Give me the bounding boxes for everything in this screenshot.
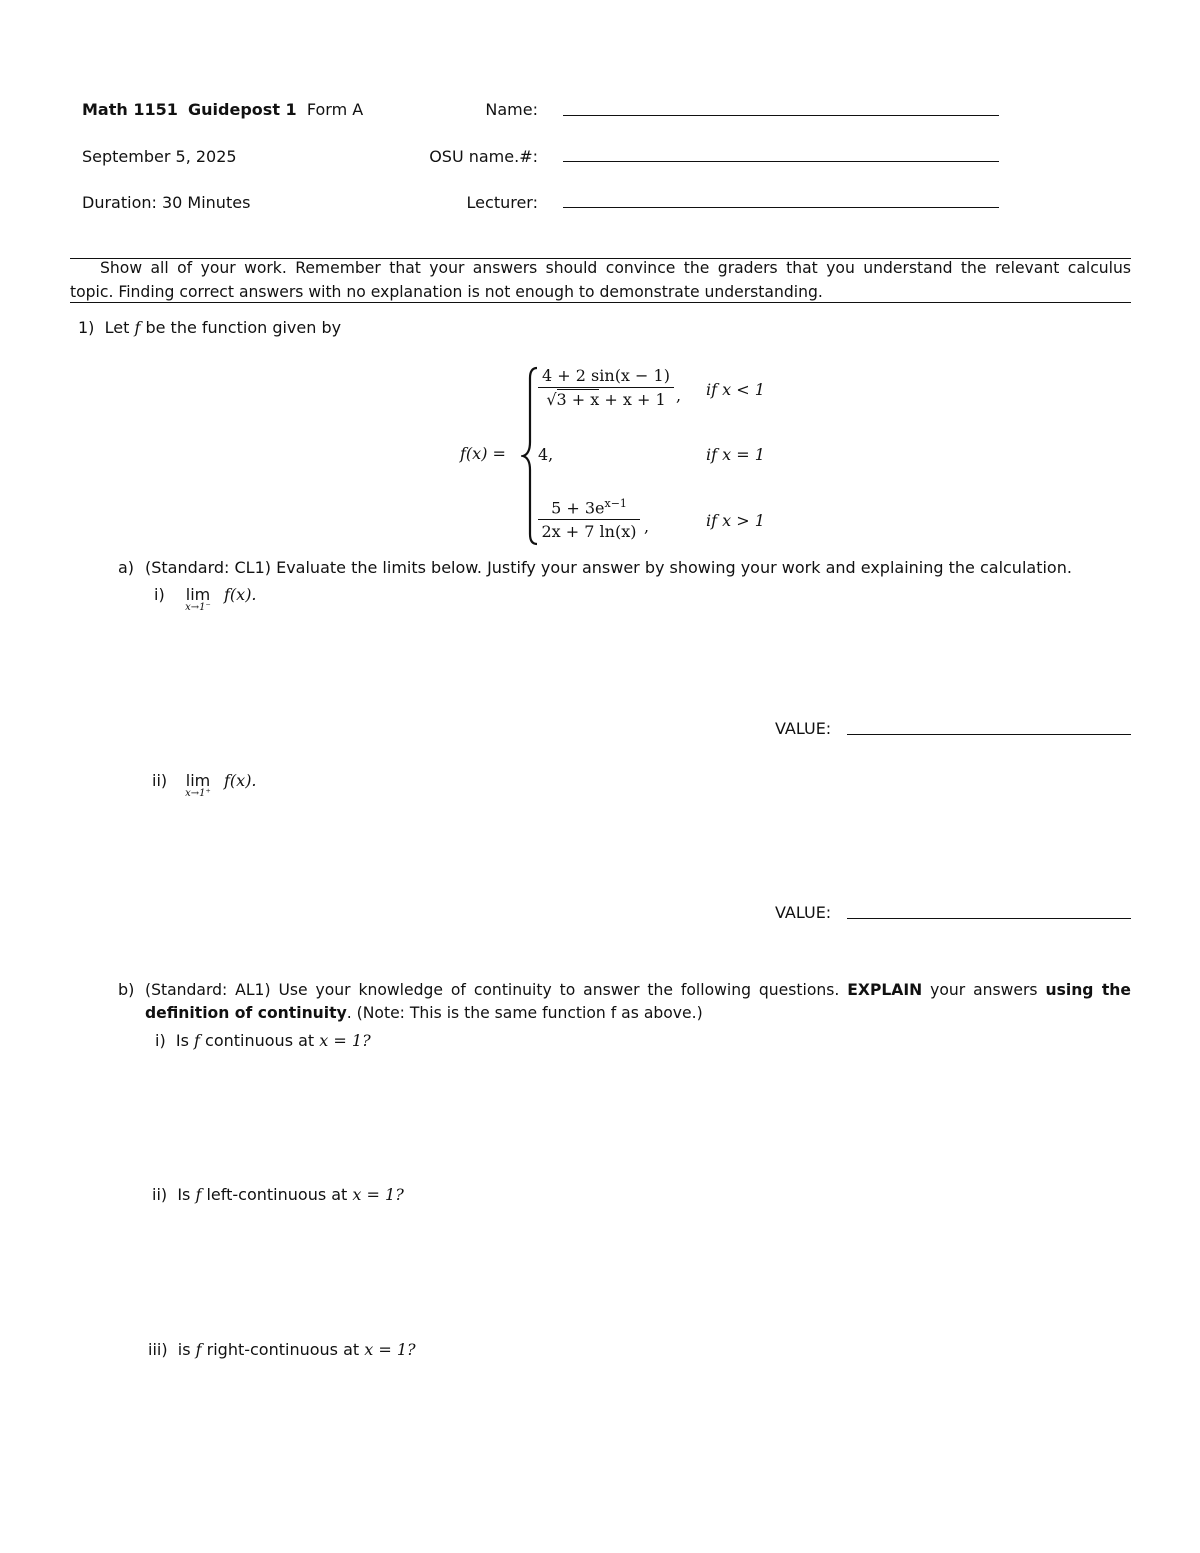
definition-of-continuity: definition of continuity [145,1004,347,1022]
denominator-rest: + x + 1 [604,390,666,409]
numerator-exponent: x−1 [604,497,627,510]
numerator-base: 5 + 3e [551,498,605,518]
value-answer-field-i[interactable] [847,734,1131,735]
exam-duration: Duration: 30 Minutes [82,193,251,212]
lim-subscript: x→1⁻ [185,602,211,613]
case-3-denominator: 2x + 7 ln(x) [541,522,637,542]
value-label-i: VALUE: [775,719,832,738]
limit-i [178,585,218,613]
item-text: right-continuous at [206,1340,360,1359]
part-a-ii-label: ii) [152,771,168,790]
part-b-text-pre: (Standard: AL1) Use your knowledge of continuity to answer the following questions. [145,981,840,999]
fraction-bar [538,387,674,388]
case-2-condition: if x = 1 [706,445,765,464]
problem-number: 1) [78,318,95,337]
lecturer-label: Lecturer: [466,193,538,212]
part-b-explain: EXPLAIN [847,981,923,999]
case-2-expression: 4, [538,445,554,464]
part-b-text-mid: your answers [930,981,1038,999]
part-a-i-label: i) [154,585,165,604]
lim-subscript: x→1⁺ [185,788,211,799]
item-cond: x = 1? [319,1031,371,1050]
case-3-condition: if x > 1 [706,511,765,530]
exam-title [82,100,363,120]
part-b-bold-end: using the [1045,981,1131,999]
name-field[interactable] [563,115,999,116]
limit-ii-expression: f(x). [224,771,257,790]
item-label: iii) [148,1340,168,1359]
radicand: 3 + x [556,390,600,409]
case-1-denominator [538,390,674,409]
case-1-comma: , [676,386,682,405]
item-label: i) [155,1031,166,1050]
limit-ii [178,771,218,799]
intro-f: f [134,318,141,337]
lim-word: lim [185,585,211,604]
item-cond: x = 1? [352,1185,404,1204]
limit-i-expression: f(x). [224,585,257,604]
lim-word: lim [185,771,211,790]
item-cond: x = 1? [364,1340,416,1359]
case-3-numerator [538,497,640,517]
part-b-line-1 [145,980,1131,1000]
guidepost-title: Guidepost 1 [188,100,297,119]
case-1-condition: if x < 1 [706,380,765,399]
item-pre: Is [177,1185,191,1204]
instructions-bottom-rule [70,302,1131,303]
instructions-line-1: Show all of your work. Remember that your answers should convince the graders that you understand the relevant calculus [100,259,1131,277]
value-answer-field-ii[interactable] [847,918,1131,919]
form-label: Form A [306,100,364,119]
osu-name-field[interactable] [563,161,999,162]
intro-post: be the function given by [145,318,342,337]
course-code: Math 1151 [82,100,178,119]
problem-1-intro [78,318,341,338]
exam-date: September 5, 2025 [82,147,237,166]
sqrt-icon: √ [546,390,557,409]
intro-pre: Let [104,318,130,337]
case-3-comma: , [644,517,650,536]
item-label: ii) [152,1185,168,1204]
fraction-bar [538,519,640,520]
part-b-note: . (Note: This is the same function f as above.) [346,1004,703,1022]
part-b-label: b) [118,980,135,999]
part-b-i [155,1031,371,1051]
name-label: Name: [485,100,538,119]
lecturer-field[interactable] [563,207,999,208]
item-pre: Is [175,1031,189,1050]
case-1-fraction [538,366,674,409]
part-b-line-2 [145,1003,703,1023]
case-1-numerator: 4 + 2 sin(x − 1) [542,366,670,385]
item-f: f [195,1185,202,1204]
part-b-ii [152,1185,404,1205]
function-lhs: f(x) = [460,444,506,463]
instructions-line-2: topic. Finding correct answers with no explanation is not enough to demonstrate understanding. [70,283,823,301]
osu-name-label: OSU name.#: [429,147,538,166]
item-text: continuous at [205,1031,315,1050]
item-text: left-continuous at [206,1185,348,1204]
item-f: f [194,1031,200,1050]
curly-brace-icon [521,366,539,546]
item-pre: is [177,1340,191,1359]
part-a-text: (Standard: CL1) Evaluate the limits below. Justify your answer by showing your work and explaining the calculation. [145,558,1072,577]
item-f: f [195,1340,202,1359]
part-b-iii [148,1340,416,1360]
value-label-ii: VALUE: [775,903,832,922]
part-a-label: a) [118,558,135,577]
case-3-fraction [538,497,640,541]
